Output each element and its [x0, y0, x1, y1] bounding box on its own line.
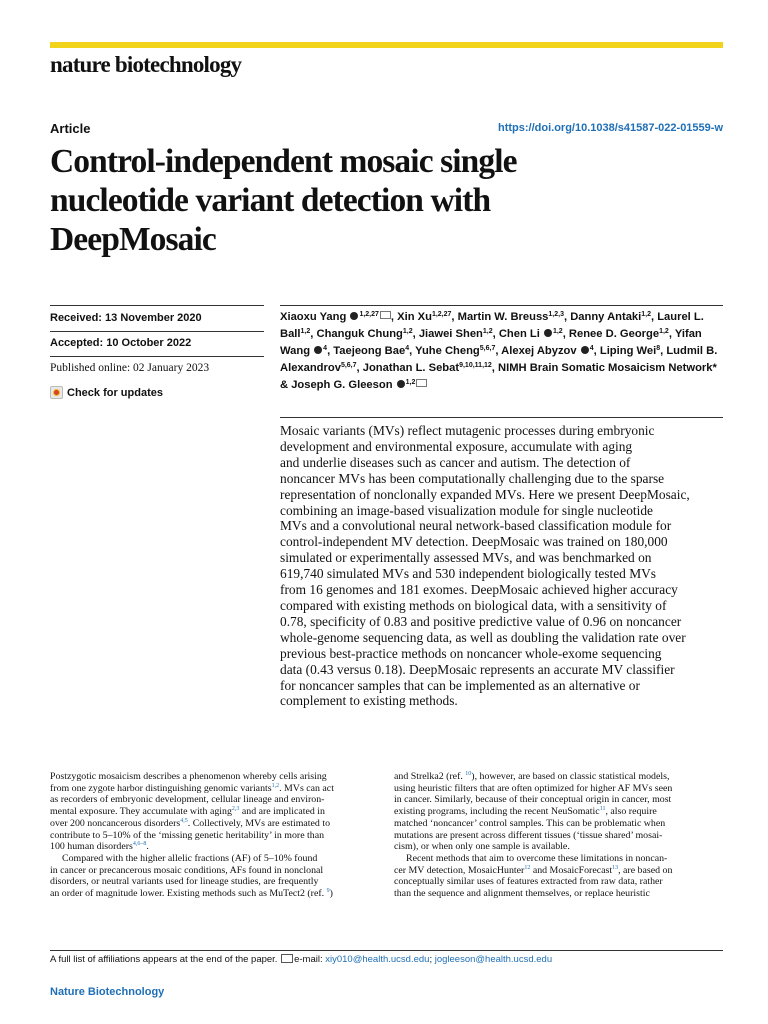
body-text: . MVs can act [279, 782, 334, 794]
envelope-icon [281, 954, 293, 963]
body-text-line [394, 853, 727, 865]
meta-divider [50, 331, 264, 332]
email-link-gleeson[interactable]: jogleeson@health.ucsd.edu [434, 954, 553, 965]
body-text-line [394, 771, 727, 783]
author-name: Danny Antaki [570, 311, 642, 323]
author-name: Chen Li [498, 328, 540, 341]
abstract-line: for noncancer samples that can be implemented as an alternative or [280, 677, 640, 693]
body-text: as recorders of embryonic development, cellular lineage and environ- [50, 794, 325, 806]
body-text-line [50, 841, 383, 853]
check-for-updates-label: Check for updates [67, 386, 163, 399]
author-name: Xiaoxu Yang [280, 311, 347, 323]
title-line: DeepMosaic [50, 221, 216, 258]
body-text: contribute to 5–10% of the ‘missing genetic heritability’ in more than [50, 829, 325, 841]
body-text-line [394, 841, 727, 853]
affiliation-superscript: 1,2 [659, 328, 669, 336]
body-text: mutations are present across different tissues (‘tissue shared’ mosai- [394, 829, 663, 841]
author-name: NIMH Brain Somatic Mosaicism Network* [498, 362, 717, 375]
orcid-icon[interactable] [314, 346, 322, 354]
body-text: . [146, 841, 149, 853]
author-name: Xin Xu [397, 311, 432, 323]
author-entry[interactable] [499, 328, 563, 340]
body-text-line [394, 818, 727, 830]
received-date: Received: 13 November 2020 [50, 312, 202, 324]
body-text: over 200 noncancerous disorders [50, 817, 181, 829]
abstract-line: from 16 genomes and 181 exomes. DeepMosaic achieved higher accuracy [280, 582, 678, 598]
body-text-line [50, 830, 383, 842]
author-name: Liping Wei [599, 345, 657, 358]
title-line: nucleotide variant detection with [50, 182, 491, 219]
abstract-line: data (0.43 versus 0.18). DeepMosaic represents an accurate MV classifier [280, 661, 675, 677]
body-text: ) [329, 888, 333, 900]
author-name: Jiawei Shen [418, 328, 483, 341]
author-entry[interactable] [397, 311, 451, 323]
affiliations-note: A full list of affiliations appears at the end of the paper. [50, 954, 278, 965]
abstract-line: complement to existing methods. [280, 693, 458, 709]
affiliation-superscript: 1,2,27 [359, 311, 379, 318]
abstract-line: simulated or experimentally assessed MVs, and was benchmarked on [280, 550, 652, 566]
body-text: 100 human disorders [50, 841, 133, 853]
email-separator: ; [429, 954, 435, 965]
author-entry[interactable] [458, 311, 564, 323]
abstract-line: MVs and a convolutional neural network-based classification module for [280, 518, 672, 534]
affiliation-superscript: 1,2,3 [548, 311, 564, 318]
body-text: ), however, are based on classic statistical models, [471, 771, 670, 782]
abstract [280, 423, 725, 709]
orcid-icon[interactable] [350, 312, 358, 320]
email-link-yang[interactable]: xiy010@health.ucsd.edu [325, 954, 430, 965]
body-text-line [394, 794, 727, 806]
affiliation-superscript: 1,2 [300, 328, 311, 336]
affiliation-superscript: 4 [589, 345, 594, 353]
affiliation-superscript: 4 [405, 345, 410, 353]
body-text: existing programs, including the recent NeuSomatic [394, 806, 600, 818]
orcid-icon[interactable] [397, 380, 405, 388]
affiliation-superscript: 4 [323, 345, 328, 353]
author-entry[interactable] [501, 345, 593, 357]
accepted-date: Accepted: 10 October 2022 [50, 337, 192, 349]
body-text-line [394, 876, 727, 888]
affiliation-superscript: 1,2 [552, 328, 563, 336]
footer-journal-name[interactable]: Nature Biotechnology [50, 986, 165, 998]
reference-link[interactable]: 4,6–8 [132, 841, 147, 848]
reference-link[interactable]: 9 [326, 888, 330, 895]
body-text: Recent methods that aim to overcome these limitations in noncan- [406, 852, 668, 864]
body-text: conceptually similar uses of features extracted from raw data, rather [394, 876, 663, 888]
reference-link[interactable]: 11 [599, 806, 606, 813]
abstract-line: previous best-practice methods on noncancer whole-exome sequencing [280, 645, 662, 661]
author-name: Ludmil B. Alexandrov [280, 345, 718, 375]
reference-link[interactable]: 10 [465, 771, 472, 777]
author-name: Laurel L. Ball [280, 311, 704, 341]
reference-link[interactable]: 1,2 [271, 782, 280, 789]
authors-top-rule [280, 305, 723, 306]
author-entry[interactable] [291, 379, 427, 391]
body-text-line [50, 853, 383, 865]
check-for-updates-button[interactable] [50, 386, 163, 399]
published-date: Published online: 02 January 2023 [50, 362, 210, 374]
body-text: than the sequence and alignment themselves, or replace heuristic [394, 888, 650, 900]
author-entry[interactable] [569, 328, 669, 340]
reference-link[interactable]: 4,5 [180, 817, 188, 824]
body-text: from one zygote harbor distinguishing genomic variants [50, 782, 272, 794]
body-text-line [50, 794, 383, 806]
meta-divider [50, 356, 264, 357]
body-text: disorders, or neutral variants used for lineage studies, are frequently [50, 876, 319, 888]
abstract-line: 0.78, specificity of 0.83 and positive predictive value of 0.96 on noncancer [280, 613, 682, 629]
abstract-line: representation of nonclonally expanded MVs. Here we present DeepMosaic, [280, 486, 690, 502]
affiliation-superscript: 1,2 [402, 328, 413, 336]
body-text: using heuristic filters that are often optimized for higher AF MVs seen [394, 782, 673, 794]
body-text: cism), or when only one sample is available. [394, 841, 570, 853]
journal-name[interactable]: nature biotechnology [50, 52, 242, 77]
journal-accent-bar [50, 42, 723, 48]
body-text-line [394, 865, 727, 877]
body-text: mental exposure. They accumulate with aging [50, 806, 232, 818]
body-text: , are based on [618, 864, 673, 876]
author-name: Yifan Wang [280, 328, 702, 358]
orcid-icon[interactable] [581, 346, 589, 354]
abstract-line: combining an image-based visualization module for single nucleotide [280, 502, 653, 518]
body-text: in cancer or precancerous mosaic conditions, AFs found in nonclonal [50, 864, 324, 876]
body-text: matched ‘noncancer’ control samples. This can be problematic when [394, 817, 666, 829]
author-entry[interactable] [570, 311, 651, 323]
author-name: Jonathan L. Sebat [362, 362, 460, 375]
author-name: Taejeong Bae [333, 345, 406, 358]
meta-divider [50, 305, 264, 306]
article-type-label: Article [50, 121, 91, 136]
body-text-line [394, 783, 727, 795]
author-entry[interactable] [333, 345, 409, 357]
body-text: and are implicated in [239, 806, 325, 818]
author-entry[interactable] [415, 345, 495, 357]
affiliation-superscript: 9,10,11,12 [459, 362, 492, 370]
title-line: Control-independent mosaic single [50, 143, 517, 180]
reference-link[interactable]: 2,3 [231, 806, 240, 813]
abstract-line: whole-genome sequencing data, as well as doubling the validation rate over [280, 629, 686, 645]
author-entry[interactable] [498, 362, 717, 374]
body-text-line [50, 771, 383, 783]
body-text: and Strelka2 (ref. [394, 771, 466, 782]
body-text: and MosaicForecast [530, 864, 613, 876]
reference-link[interactable]: 13 [612, 864, 619, 871]
body-text-line [50, 818, 383, 830]
abstract-line: 619,740 simulated MVs and 530 independent biologically tested MVs [280, 566, 657, 582]
author-name: Renee D. George [568, 328, 660, 341]
abstract-line: control-independent MV detection. DeepMosaic was trained on 180,000 [280, 534, 668, 550]
body-text-line [394, 888, 727, 900]
body-text-line [50, 888, 383, 900]
body-column-left [50, 771, 383, 900]
body-text: . Collectively, MVs are estimated to [187, 817, 331, 829]
reference-link[interactable]: 12 [524, 864, 531, 871]
email-icon[interactable] [416, 379, 427, 387]
author-name: Yuhe Cheng [415, 345, 480, 358]
body-text-line [50, 806, 383, 818]
author-entry[interactable] [600, 345, 660, 357]
body-text: , also require [605, 806, 657, 818]
abstract-line: Mosaic variants (MVs) reflect mutagenic processes during embryonic [280, 423, 655, 438]
author-entry[interactable] [316, 328, 412, 340]
affiliation-superscript: 1,2 [482, 328, 493, 336]
abstract-line: development and environmental exposure, accumulate with aging [280, 438, 633, 454]
abstract-line: compared with existing methods on biological data, with a sensitivity of [280, 597, 667, 613]
affiliation-superscript: 1,2 [405, 379, 416, 387]
body-text: an order of magnitude lower. Existing methods such as MuTect2 (ref. [50, 888, 327, 900]
body-text-line [50, 876, 383, 888]
affiliation-superscript: 1,2 [641, 311, 651, 318]
affiliation-superscript: 5,6,7 [340, 362, 357, 370]
body-text-line [50, 783, 383, 795]
orcid-icon[interactable] [544, 329, 552, 337]
author-entry[interactable] [419, 328, 493, 340]
body-text: in cancer. Similarly, because of their conceptual origin in cancer, most [394, 794, 672, 806]
author-name: Martin W. Breuss [457, 311, 549, 323]
author-name: Alexej Abyzov [501, 345, 577, 358]
abstract-line: noncancer MVs has been computationally challenging due to the sparse [280, 470, 665, 486]
author-list: Xiaoxu Yang $^{1,2,27}$ , Xin Xu$^{1,2,27}$, Martin W. Breuss$^{1,2,3}$, Danny Antaki$^{1,2}$, Laurel L. Ball$^{1,2}$, Changuk Chung$^{1,2}$, Jiawei Shen$^{1,2}$, Chen Li $^{1,2}$, Renee D. George$^{1,2}$, Yifan Wang $^4$, Taejeong Bae$^4$, Yuhe Cheng$^{5,6,7}$, Alexej Abyzov $^4$, Liping Wei$^8$, Ludmil B. Alexandrov$^{5,6,7}$, Jonathan L. Sebat$^{9,10,11,12}$, NIMH Brain Somatic Mosaicism Network* & Joseph G. Gleeson $^{1,2}$ [280, 311, 718, 392]
abstract-line: and underlie diseases such as cancer and autism. The detection of [280, 454, 631, 470]
authors-bottom-rule [280, 417, 723, 418]
body-text: Compared with the higher allelic fractions (AF) of 5–10% found [62, 852, 318, 864]
author-entry[interactable] [363, 362, 492, 374]
author-name: Joseph G. Gleeson [291, 379, 393, 392]
author-entry[interactable] [280, 311, 391, 323]
affiliations-footnote [50, 954, 552, 965]
body-text-line [50, 865, 383, 877]
affiliation-superscript: 5,6,7 [479, 345, 496, 353]
doi-link[interactable]: https://doi.org/10.1038/s41587-022-01559-w [498, 122, 723, 134]
affiliation-superscript: 8 [656, 345, 661, 353]
email-icon[interactable] [380, 311, 391, 319]
affiliation-superscript: 1,2,27 [431, 311, 452, 318]
body-text: cer MV detection, MosaicHunter [394, 864, 525, 876]
crossmark-icon [50, 386, 63, 399]
body-text-line [394, 806, 727, 818]
body-text-line [394, 830, 727, 842]
footnote-divider [50, 950, 723, 951]
email-label: e-mail: [294, 954, 326, 965]
author-name: Changuk Chung [316, 328, 403, 341]
article-title [50, 142, 670, 259]
body-text: Postzygotic mosaicism describes a phenomenon whereby cells arising [50, 771, 327, 782]
body-column-right [394, 771, 727, 900]
